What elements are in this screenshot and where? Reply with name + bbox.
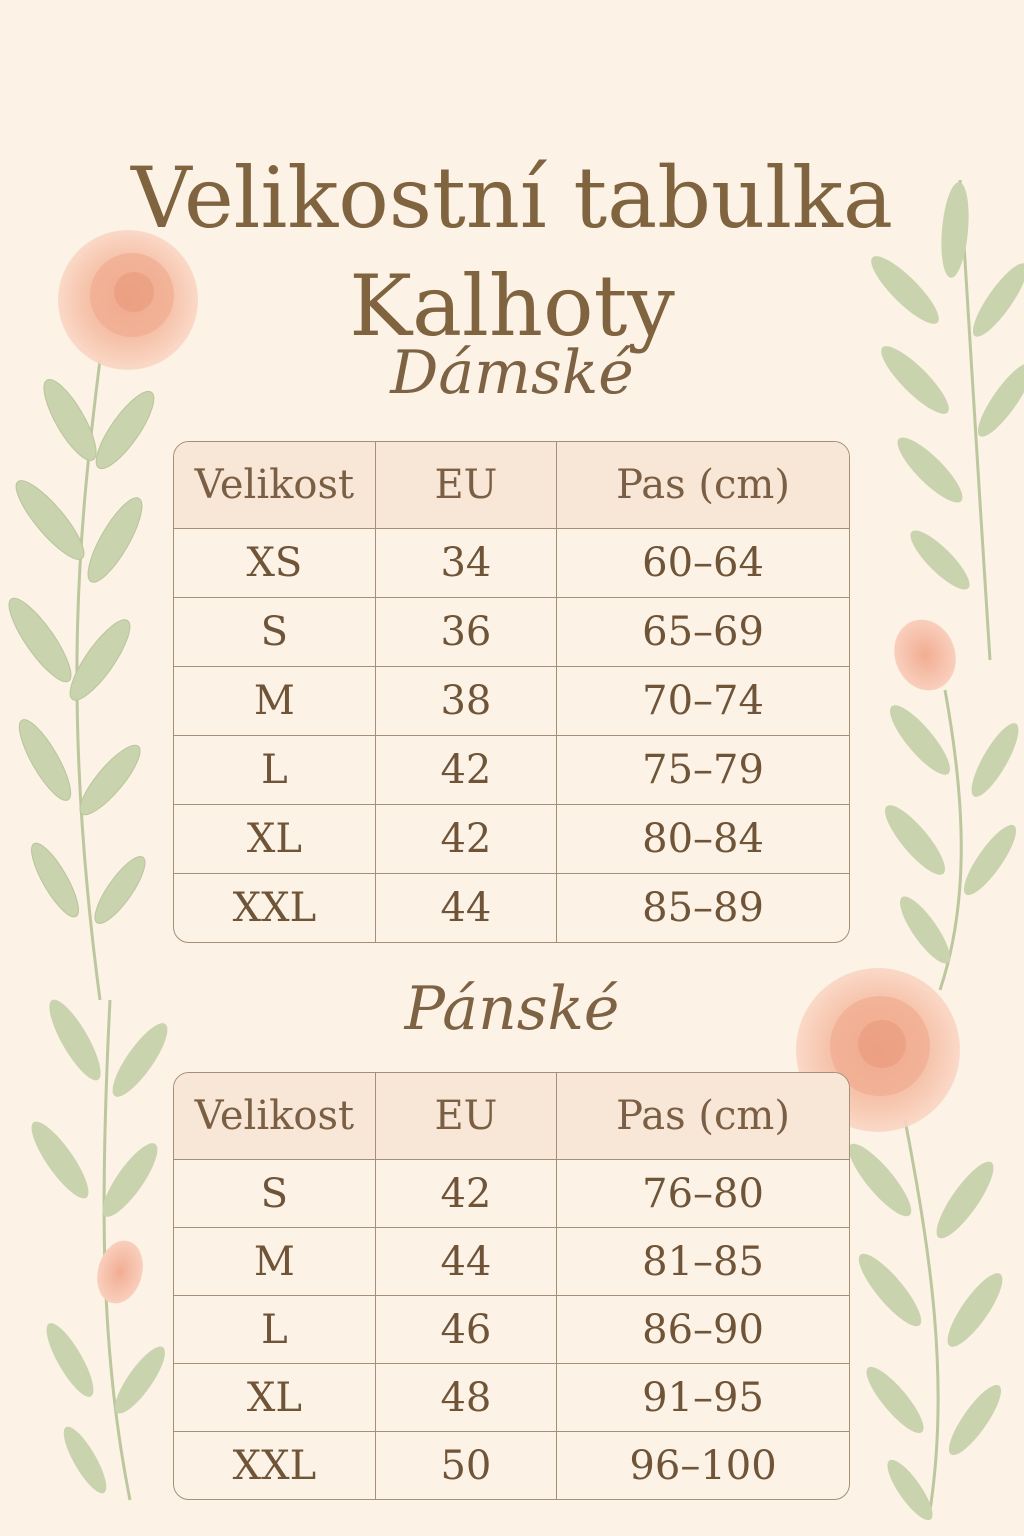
column-header-waist: Pas (cm) bbox=[557, 442, 849, 529]
eu-cell: 46 bbox=[376, 1296, 557, 1364]
eu-cell: 42 bbox=[376, 805, 557, 874]
size-cell: M bbox=[174, 667, 376, 736]
table-row bbox=[174, 736, 849, 805]
waist-cell: 86–90 bbox=[557, 1296, 849, 1364]
table-row bbox=[174, 1228, 849, 1296]
size-cell: XL bbox=[174, 1364, 376, 1432]
leaf-branch-icon bbox=[840, 1120, 1010, 1526]
size-table-men bbox=[173, 1072, 850, 1500]
size-cell: XXL bbox=[174, 1432, 376, 1499]
eu-cell: 38 bbox=[376, 667, 557, 736]
leaf-branch-icon bbox=[23, 994, 176, 1500]
table-row bbox=[174, 1160, 849, 1228]
column-header-waist: Pas (cm) bbox=[557, 1073, 849, 1160]
size-table-women bbox=[173, 441, 850, 943]
eu-cell: 36 bbox=[376, 598, 557, 667]
table-row bbox=[174, 1296, 849, 1364]
leaf-branch-icon bbox=[877, 690, 1024, 990]
eu-cell: 42 bbox=[376, 1160, 557, 1228]
waist-cell: 60–64 bbox=[557, 529, 849, 598]
table-header-row bbox=[174, 1073, 849, 1160]
eu-cell: 34 bbox=[376, 529, 557, 598]
eu-cell: 42 bbox=[376, 736, 557, 805]
size-cell: L bbox=[174, 736, 376, 805]
size-cell: XXL bbox=[174, 874, 376, 942]
column-header-eu: EU bbox=[376, 1073, 557, 1160]
eu-cell: 50 bbox=[376, 1432, 557, 1499]
leaf-branch-icon bbox=[0, 360, 163, 1000]
rose-bud-icon bbox=[884, 611, 965, 699]
waist-cell: 91–95 bbox=[557, 1364, 849, 1432]
eu-cell: 48 bbox=[376, 1364, 557, 1432]
table-row bbox=[174, 667, 849, 736]
table-row bbox=[174, 874, 849, 942]
table-header-row bbox=[174, 442, 849, 529]
eu-cell: 44 bbox=[376, 1228, 557, 1296]
waist-cell: 81–85 bbox=[557, 1228, 849, 1296]
size-cell: S bbox=[174, 1160, 376, 1228]
waist-cell: 70–74 bbox=[557, 667, 849, 736]
waist-cell: 96–100 bbox=[629, 1442, 777, 1489]
column-header-size: Velikost bbox=[174, 1073, 376, 1160]
waist-cell: 76–80 bbox=[557, 1160, 849, 1228]
size-cell: XS bbox=[174, 529, 376, 598]
table-row bbox=[174, 1432, 849, 1499]
size-cell: XL bbox=[174, 805, 376, 874]
size-cell: M bbox=[174, 1228, 376, 1296]
waist-cell: 80–84 bbox=[557, 805, 849, 874]
column-header-eu: EU bbox=[376, 442, 557, 529]
rose-bud-icon bbox=[90, 1235, 149, 1308]
table-row bbox=[174, 529, 849, 598]
title-line-1: Velikostní tabulka bbox=[131, 149, 893, 248]
waist-cell: 75–79 bbox=[557, 736, 849, 805]
section-title-women: Dámské bbox=[390, 338, 634, 408]
size-cell: L bbox=[174, 1296, 376, 1364]
eu-cell: 44 bbox=[376, 874, 557, 942]
size-cell: S bbox=[174, 598, 376, 667]
table-row bbox=[174, 598, 849, 667]
table-row bbox=[174, 805, 849, 874]
table-row bbox=[174, 1364, 849, 1432]
title-line-2: Kalhoty bbox=[349, 257, 675, 356]
section-title-men: Pánské bbox=[404, 974, 620, 1044]
column-header-size: Velikost bbox=[174, 442, 376, 529]
waist-cell: 65–69 bbox=[557, 598, 849, 667]
page-title bbox=[0, 144, 1024, 360]
waist-cell: 85–89 bbox=[642, 885, 764, 931]
